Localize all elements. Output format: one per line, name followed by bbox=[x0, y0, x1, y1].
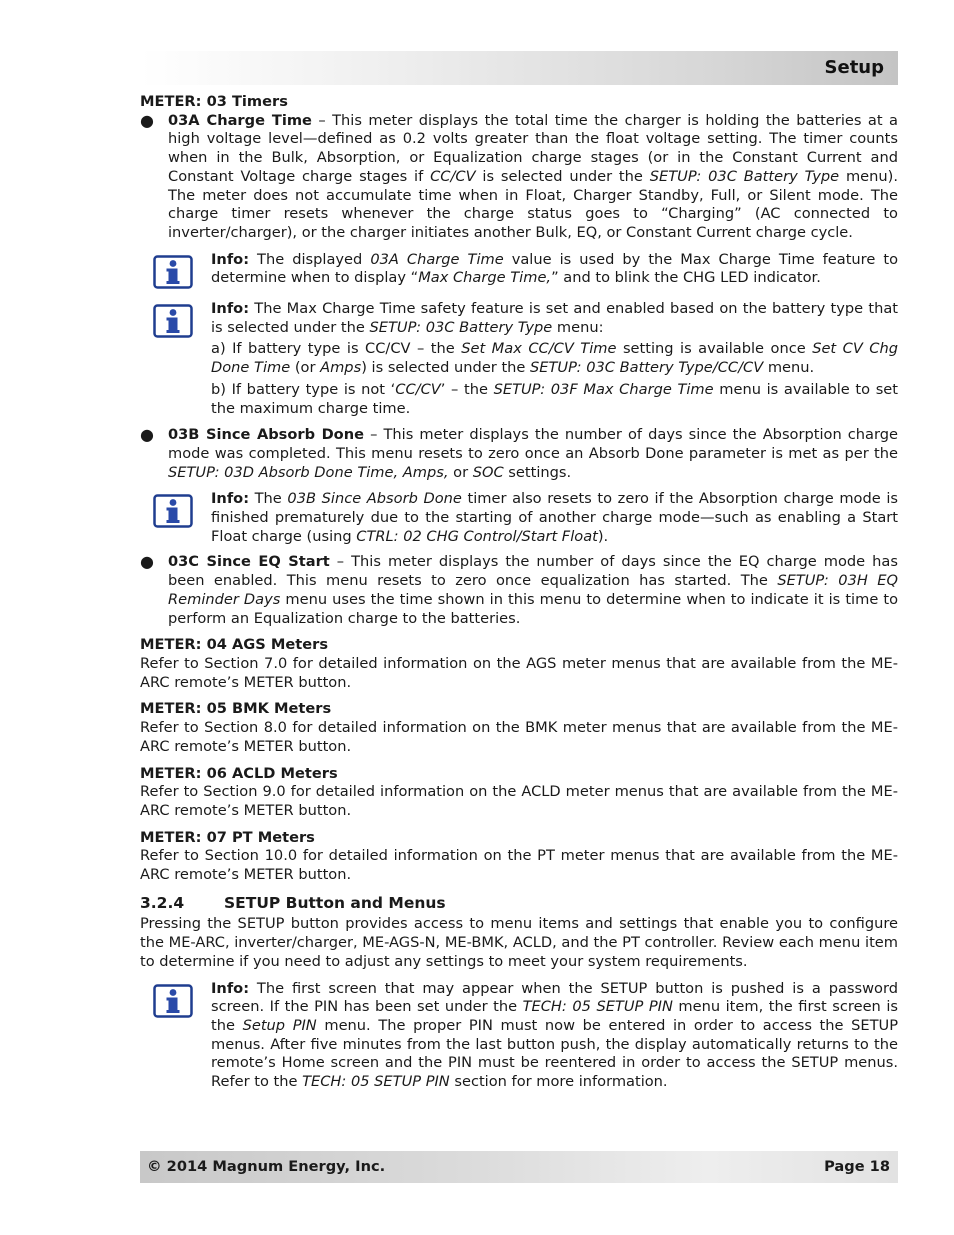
text: The bbox=[249, 490, 288, 508]
text: The Max Charge Time safety feature is set and enabled based on the battery type that is selected under the bbox=[211, 300, 898, 336]
menu-ref: SETUP: 03H EQ Reminder Days bbox=[168, 572, 899, 608]
text: menu. The proper PIN must now be entered in order to access the SETUP menus. After five minutes from the last button push, the display automatically returns to the remote’s Home screen and the PIN must be reentered in order to access the SETUP menus. Refer to the bbox=[211, 1016, 899, 1091]
footer-bar bbox=[140, 1151, 898, 1183]
meter-06-heading: METER: 06 ACLD Meters bbox=[140, 764, 338, 782]
meter-07-heading: METER: 07 PT Meters bbox=[140, 828, 315, 846]
bullet-dot: ● bbox=[140, 552, 154, 572]
text: value is used by the Max Charge Time feature to determine when to display “ bbox=[211, 250, 898, 287]
text: The displayed bbox=[249, 250, 371, 268]
footer-page-number: Page 18 bbox=[824, 1158, 890, 1175]
info-label: Info: bbox=[211, 300, 250, 318]
menu-ref: SETUP: 03C Battery Type bbox=[369, 318, 553, 336]
header-bar bbox=[140, 51, 898, 85]
text: is selected under the bbox=[475, 167, 650, 185]
section-title: SETUP Button and Menus bbox=[224, 893, 446, 912]
meter-03-heading: METER: 03 Timers bbox=[140, 93, 288, 110]
text: – This meter displays the total time the charger is holding the batteries at a high voltage level—defined as 0.2 volts greater than the float voltage setting. The timer counts when in the Bulk, Absorption, or Equalization charge stages (or in the Constant Current and Constant Voltage charge stages if bbox=[168, 111, 898, 185]
text: menu). The meter does not accumulate time when in Float, Charger Standby, Full, or Silent mode. The charge timer resets whenever the charge status goes to “Charging” (AC connected to inverter/charger), or the charger initiates another Bulk, EQ, or Constant Current charge cycle. bbox=[168, 167, 898, 241]
term-03b: 03B Since Absorb Done bbox=[168, 426, 364, 444]
bullet-03c-since-eq-start bbox=[140, 553, 898, 628]
text: – This meter displays the number of days since the Absorption charge mode was completed. This menu resets to zero once an Absorb Done parameter is met as per the bbox=[168, 426, 898, 462]
menu-ref: SETUP: 03C Battery Type/CC/CV bbox=[530, 359, 764, 377]
info-icon bbox=[153, 494, 193, 528]
term-03c: 03C Since EQ Start bbox=[168, 553, 330, 571]
menu-ref: Amps bbox=[320, 359, 362, 377]
meter-06-text: Refer to Section 9.0 for detailed information on the ACLD meter menus that are available from the ME-ARC remote’s METER button. bbox=[140, 783, 898, 819]
info-note-setup-pin bbox=[140, 980, 898, 1092]
text: ” and to blink the CHG LED indicator. bbox=[551, 269, 821, 287]
info-icon bbox=[153, 984, 193, 1018]
section-heading bbox=[140, 894, 898, 913]
menu-ref: SOC bbox=[472, 463, 504, 481]
text: menu uses the time shown in this menu to determine when to indicate it is time to perform an Equalization charge to the batteries. bbox=[168, 590, 899, 627]
menu-ref: SETUP: 03F Max Charge Time bbox=[493, 380, 714, 398]
info-item-a bbox=[211, 340, 898, 377]
text: ’ – the bbox=[440, 380, 494, 398]
menu-ref: CC/CV bbox=[430, 167, 476, 185]
meter-07-text: Refer to Section 10.0 for detailed information on the PT meter menus that are available from the ME-ARC remote’s METER button. bbox=[140, 847, 898, 884]
text: ) is selected under the bbox=[361, 359, 531, 377]
menu-ref: TECH: 05 SETUP PIN bbox=[522, 998, 673, 1016]
info-note-charge-time bbox=[140, 251, 898, 288]
menu-ref: TECH: 05 SETUP PIN bbox=[302, 1073, 450, 1091]
info-label: Info: bbox=[211, 979, 250, 997]
section-number: 3.2.4 bbox=[140, 893, 185, 912]
menu-ref: 03A Charge Time bbox=[370, 250, 504, 268]
text: ). bbox=[597, 527, 609, 545]
bullet-dot: ● bbox=[140, 425, 154, 445]
meter-04-text: Refer to Section 7.0 for detailed information on the AGS meter menus that are available from the ME-ARC remote’s METER button. bbox=[140, 654, 898, 691]
page-section-title: Setup bbox=[824, 57, 884, 78]
menu-ref: Set CV Chg Done Time bbox=[211, 340, 899, 377]
text: b) If battery type is not ‘ bbox=[211, 380, 396, 398]
menu-ref: Max Charge Time, bbox=[418, 269, 552, 287]
text: timer also resets to zero if the Absorption charge mode is finished prematurely due to the starting of another charge mode—such as enabling a Start Float charge (using bbox=[211, 490, 899, 545]
footer-copyright: © 2014 Magnum Energy, Inc. bbox=[147, 1158, 386, 1175]
info-label: Info: bbox=[211, 250, 250, 268]
menu-ref: 03B Since Absorb Done bbox=[287, 490, 462, 508]
info-body bbox=[211, 300, 898, 337]
text: menu is available to set the maximum charge time. bbox=[211, 380, 898, 417]
text: menu. bbox=[763, 359, 815, 377]
term-03a: 03A Charge Time bbox=[168, 111, 312, 129]
bullet-03b-since-absorb-done bbox=[140, 426, 898, 482]
text: settings. bbox=[503, 463, 572, 481]
text: setting is available once bbox=[616, 340, 813, 358]
text: (or bbox=[290, 359, 321, 377]
text: menu: bbox=[552, 318, 604, 336]
info-note-absorb-done bbox=[140, 490, 898, 546]
text: a) If battery type is CC/CV – the bbox=[211, 340, 462, 358]
menu-ref: CC/CV bbox=[395, 380, 441, 398]
text: The first screen that may appear when the SETUP button is pushed is a password screen. If the PIN has been set under the bbox=[211, 979, 898, 1016]
info-label: Info: bbox=[211, 490, 250, 508]
section-text: Pressing the SETUP button provides access to menu items and settings that enable you to configure the ME-ARC, inverter/charger, ME-AGS-N, ME-BMK, ACLD, and the PT controller. Review each menu item to determine if you need to adjust any settings to meet your system requirements. bbox=[140, 915, 898, 970]
info-note-max-charge-time bbox=[140, 300, 898, 418]
text: – This meter displays the number of days since the EQ charge mode has been enabled. This menu resets to zero once equalization has started. The bbox=[168, 553, 898, 590]
bullet-03a-charge-time bbox=[140, 112, 898, 243]
info-icon bbox=[153, 255, 193, 289]
menu-ref: SETUP: 03D Absorb Done Time, Amps, bbox=[168, 463, 449, 481]
bullet-dot: ● bbox=[140, 110, 154, 130]
meter-05-text: Refer to Section 8.0 for detailed information on the BMK meter menus that are available from the ME-ARC remote’s METER button. bbox=[140, 719, 898, 755]
text: section for more information. bbox=[449, 1073, 668, 1091]
text: menu item, the first screen is the bbox=[211, 998, 898, 1034]
menu-ref: SETUP: 03C Battery Type bbox=[649, 167, 840, 185]
page-content bbox=[140, 93, 898, 1092]
menu-ref: Setup PIN bbox=[242, 1016, 317, 1034]
info-item-b bbox=[211, 381, 898, 418]
menu-ref: Set Max CC/CV Time bbox=[461, 340, 617, 358]
info-icon bbox=[153, 304, 193, 338]
meter-04-heading: METER: 04 AGS Meters bbox=[140, 636, 329, 654]
text: or bbox=[448, 463, 473, 481]
meter-05-heading: METER: 05 BMK Meters bbox=[140, 700, 332, 718]
menu-ref: CTRL: 02 CHG Control/Start Float bbox=[356, 527, 598, 545]
